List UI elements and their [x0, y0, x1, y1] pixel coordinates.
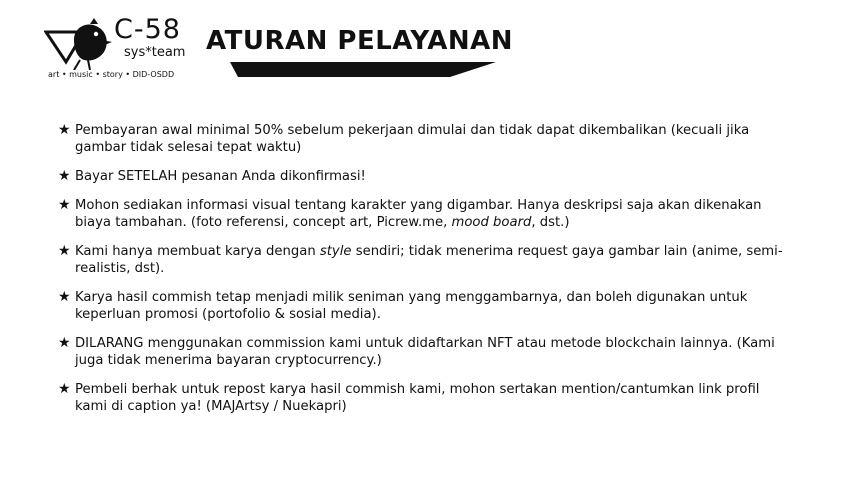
- rule-text: [75, 335, 788, 369]
- title-underline: [230, 62, 496, 78]
- rule-segment: DILARANG menggunakan commission kami untuk didaftarkan NFT atau metode blockchain lainnya. (Kami juga tidak menerima bayaran cryptocurrency.): [75, 336, 775, 368]
- logo-subtitle: sys*team: [124, 45, 186, 60]
- rule-item: [58, 243, 788, 277]
- rule-text: [75, 122, 788, 156]
- rule-segment: Bayar SETELAH pesanan Anda dikonfirmasi!: [75, 169, 366, 184]
- bird-logo-icon: [44, 18, 116, 70]
- rule-text: [75, 289, 788, 323]
- rule-item: [58, 122, 788, 156]
- rules-list: [58, 122, 788, 427]
- star-icon: ★: [58, 168, 71, 184]
- brand-logo: [44, 14, 204, 84]
- rule-segment: Pembeli berhak untuk repost karya hasil commish kami, mohon sertakan mention/cantumkan link profil kami di caption ya! (MAJArtsy / Nuekapri): [75, 382, 760, 414]
- rule-segment: Mohon sediakan informasi visual tentang karakter yang digambar. Hanya deskripsi saja akan dikenakan biaya tambahan. (foto referensi, concept art, Picrew.me,: [75, 198, 762, 230]
- star-icon: ★: [58, 381, 71, 397]
- logo-tagline: art • music • story • DID-OSDD: [48, 70, 175, 79]
- rule-segment: Pembayaran awal minimal 50% sebelum pekerjaan dimulai dan tidak dapat dikembalikan (kecuali jika gambar tidak selesai tepat waktu): [75, 123, 750, 155]
- star-icon: ★: [58, 122, 71, 138]
- rule-emphasis: style: [319, 244, 352, 259]
- rule-emphasis: mood board: [451, 215, 532, 230]
- rule-item: [58, 335, 788, 369]
- rule-segment: , dst.): [531, 215, 570, 230]
- rule-segment: sendiri; tidak menerima request gaya gambar lain (anime, semi-realistis, dst).: [75, 244, 783, 276]
- rule-text: [75, 197, 788, 231]
- rule-item: [58, 289, 788, 323]
- rule-segment: Kami hanya membuat karya dengan: [75, 244, 320, 259]
- rule-item: [58, 381, 788, 415]
- rule-segment: Karya hasil commish tetap menjadi milik seniman yang menggambarnya, dan boleh digunakan untuk keperluan promosi (portofolio & sosial media).: [75, 290, 748, 322]
- page-title: ATURAN PELAYANAN: [206, 26, 514, 56]
- star-icon: ★: [58, 335, 71, 351]
- star-icon: ★: [58, 289, 71, 305]
- rule-item: [58, 168, 788, 185]
- star-icon: ★: [58, 243, 71, 259]
- rule-text: [75, 243, 788, 277]
- star-icon: ★: [58, 197, 71, 213]
- rule-text: [75, 381, 788, 415]
- rule-item: [58, 197, 788, 231]
- logo-name: C-58: [114, 14, 181, 45]
- rule-text: [75, 168, 788, 185]
